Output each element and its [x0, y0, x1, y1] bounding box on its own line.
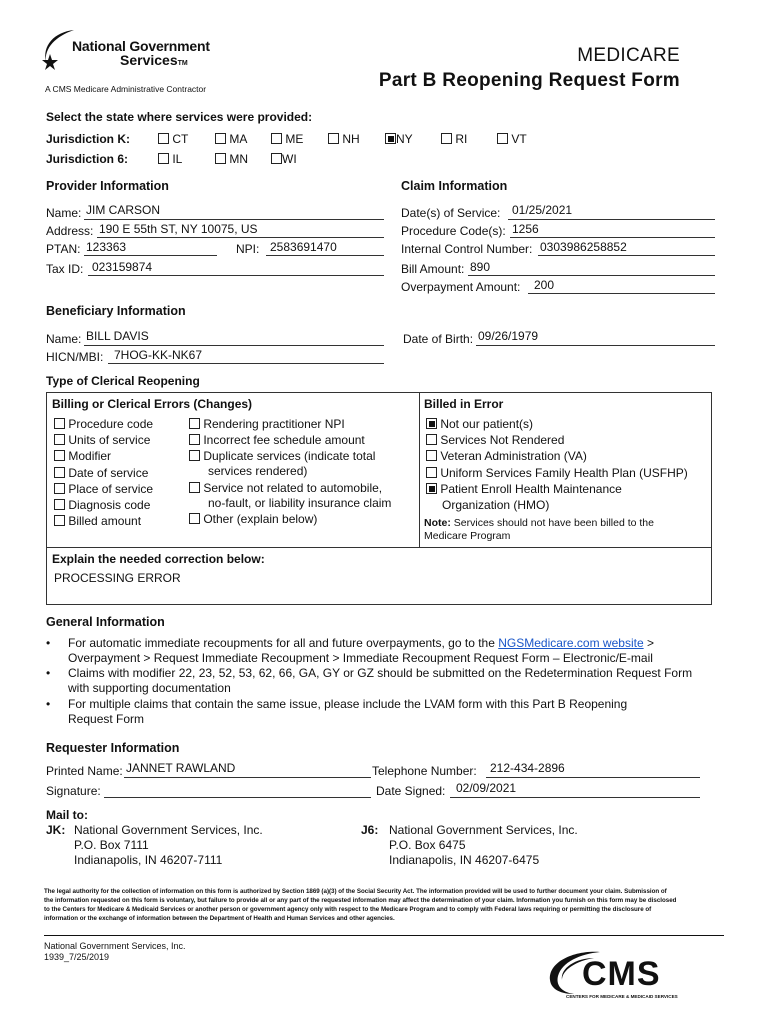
dos-label: Date(s) of Service:: [401, 206, 501, 220]
general-bullet-3-cont: Request Form: [68, 712, 145, 726]
taxid-label: Tax ID:: [46, 262, 84, 276]
bullet-icon: •: [46, 636, 51, 650]
date-signed-field[interactable]: 02/09/2021: [456, 781, 517, 795]
checkbox[interactable]: [54, 418, 65, 429]
state-me[interactable]: ME: [271, 132, 303, 146]
legal-line: The legal authority for the collection of information on this form is authorized by Section 1869 (a)(3) of the Social Security Act. The information provided will be used to further document your claim. Submission of: [44, 888, 667, 895]
checkbox[interactable]: [328, 133, 339, 144]
checkbox[interactable]: [189, 418, 200, 429]
state-mn[interactable]: MN: [215, 152, 248, 166]
legal-line: to the Centers for Medicare & Medicaid Services or another person or government agency only with respect to the Medicare Program and to comply with Federal laws requiring or permitting the disclosure of: [44, 906, 652, 913]
beneficiary-heading: Beneficiary Information: [46, 304, 186, 318]
provider-address-field[interactable]: 190 E 55th ST, NY 10075, US: [99, 222, 258, 236]
proc-field[interactable]: 1256: [512, 222, 539, 236]
program-name: MEDICARE: [577, 45, 680, 66]
ptan-field[interactable]: 123363: [86, 240, 127, 254]
general-bullet-1-cont: Overpayment > Request Immediate Recoupment > Immediate Recoupment Request Form – Electronic/E-mail: [68, 651, 653, 665]
checkbox[interactable]: [271, 133, 282, 144]
telephone-label: Telephone Number:: [372, 764, 477, 778]
checkbox-checked[interactable]: [426, 483, 437, 494]
checkbox[interactable]: [426, 450, 437, 461]
opt-modifier[interactable]: Modifier: [54, 449, 111, 463]
opt-rendering-npi[interactable]: Rendering practitioner NPI: [189, 417, 345, 431]
opt-billed-amount[interactable]: Billed amount: [54, 514, 141, 528]
bene-name-label: Name:: [46, 332, 82, 346]
checkbox[interactable]: [189, 482, 200, 493]
logo-text: ServicesTM: [120, 52, 188, 68]
tagline: A CMS Medicare Administrative Contractor: [45, 84, 207, 94]
checkbox[interactable]: [54, 499, 65, 510]
j6-address-line: P.O. Box 6475: [389, 838, 466, 852]
footer-code: 1939_7/25/2019: [44, 952, 110, 962]
explain-heading: Explain the needed correction below:: [52, 552, 265, 566]
opt-units-of-service[interactable]: Units of service: [54, 433, 150, 447]
general-bullet-3: For multiple claims that contain the same issue, please include the LVAM form with this Part B Reopening: [68, 697, 628, 711]
overpay-field[interactable]: 200: [534, 278, 555, 292]
opt-not-automobile[interactable]: Service not related to automobile,: [189, 481, 382, 495]
proc-label: Procedure Code(s):: [401, 224, 506, 238]
jk-address-line: Indianapolis, IN 46207-7111: [74, 853, 223, 867]
footer-org: National Government Services, Inc.: [44, 941, 186, 951]
opt-hmo-cont: Organization (HMO): [442, 498, 550, 512]
jk-label: JK:: [46, 823, 66, 837]
state-il[interactable]: IL: [158, 152, 182, 166]
taxid-field[interactable]: 023159874: [92, 260, 153, 274]
jk-address-line: P.O. Box 7111: [74, 838, 149, 852]
bullet-icon: •: [46, 697, 51, 711]
mail-heading: Mail to:: [46, 808, 88, 822]
checkbox[interactable]: [426, 434, 437, 445]
opt-not-our-patient[interactable]: Not our patient(s): [426, 417, 533, 431]
table-divider: [46, 547, 712, 548]
opt-date-of-service[interactable]: Date of service: [54, 466, 148, 480]
general-bullet-2: Claims with modifier 22, 23, 52, 53, 62, 66, GA, GY or GZ should be submitted on the Redetermination Request Form: [68, 666, 693, 680]
bill-field[interactable]: 890: [470, 260, 491, 274]
state-ri[interactable]: RI: [441, 132, 467, 146]
opt-va[interactable]: Veteran Administration (VA): [426, 449, 587, 463]
logo-text: National Government: [72, 38, 210, 54]
ptan-label: PTAN:: [46, 242, 81, 256]
overpay-label: Overpayment Amount:: [401, 280, 521, 294]
state-ny[interactable]: NY: [385, 132, 413, 146]
footer-divider: [44, 935, 724, 936]
checkbox[interactable]: [441, 133, 452, 144]
npi-label: NPI:: [236, 242, 260, 256]
signature-label: Signature:: [46, 784, 101, 798]
ngsmedicare-link[interactable]: NGSMedicare.com website: [498, 636, 644, 650]
checkbox[interactable]: [54, 434, 65, 445]
icn-label: Internal Control Number:: [401, 242, 533, 256]
dob-label: Date of Birth:: [403, 332, 474, 346]
state-ct[interactable]: CT: [158, 132, 188, 146]
j6-label: J6:: [361, 823, 379, 837]
requester-heading: Requester Information: [46, 741, 180, 755]
legal-line: the information requested on this form is voluntary, but failure to provide all or any part of the requested information may affect the determination of your claim. Information you furnish on this form may be disclosed: [44, 897, 677, 904]
checkbox[interactable]: [54, 467, 65, 478]
opt-hmo[interactable]: Patient Enroll Health Maintenance: [426, 482, 622, 496]
checkbox[interactable]: [426, 467, 437, 478]
checkbox[interactable]: [215, 133, 226, 144]
form-title: Part B Reopening Request Form: [378, 70, 680, 91]
state-wi[interactable]: WI: [271, 152, 297, 166]
checkbox[interactable]: [158, 153, 169, 164]
general-bullet-1: For automatic immediate recoupments for all and future overpayments, go to the NGSMedicare.com website >: [68, 636, 654, 650]
checkbox[interactable]: [54, 515, 65, 526]
j6-address-line: Indianapolis, IN 46207-6475: [389, 853, 540, 867]
opt-duplicate-services-cont: services rendered): [208, 464, 308, 478]
checkbox[interactable]: [189, 434, 200, 445]
cms-logo-text: CMS: [582, 955, 661, 993]
checkbox[interactable]: [158, 133, 169, 144]
hicn-label: HICN/MBI:: [46, 350, 104, 364]
jurisdiction-k-label: Jurisdiction K:: [46, 132, 131, 146]
cms-logo-subtext: CENTERS FOR MEDICARE & MEDICAID SERVICES: [566, 994, 678, 999]
provider-name-label: Name:: [46, 206, 82, 220]
opt-usfhp[interactable]: Uniform Services Family Health Plan (USFHP): [426, 466, 688, 480]
billed-in-error-heading: Billed in Error: [424, 397, 504, 411]
printed-name-field[interactable]: JANNET RAWLAND: [126, 761, 236, 775]
dob-field[interactable]: 09/26/1979: [478, 329, 539, 343]
opt-other[interactable]: Other (explain below): [189, 512, 317, 526]
provider-name-field[interactable]: JIM CARSON: [86, 203, 161, 217]
provider-heading: Provider Information: [46, 179, 169, 193]
checkbox[interactable]: [189, 450, 200, 461]
checkbox[interactable]: [54, 450, 65, 461]
signature-field[interactable]: [104, 797, 371, 798]
opt-not-automobile-cont: no-fault, or liability insurance claim: [208, 496, 392, 510]
billing-errors-heading: Billing or Clerical Errors (Changes): [52, 397, 253, 411]
billed-error-note-cont: Medicare Program: [424, 530, 511, 542]
printed-name-label: Printed Name:: [46, 764, 123, 778]
reopening-heading: Type of Clerical Reopening: [46, 374, 200, 388]
state-vt[interactable]: VT: [497, 132, 527, 146]
opt-duplicate-services[interactable]: Duplicate services (indicate total: [189, 449, 375, 463]
general-bullet-2-cont: with supporting documentation: [68, 681, 231, 695]
opt-diagnosis-code[interactable]: Diagnosis code: [54, 498, 150, 512]
state-ma[interactable]: MA: [215, 132, 247, 146]
jk-address-line: National Government Services, Inc.: [74, 823, 263, 837]
state-nh[interactable]: NH: [328, 132, 360, 146]
provider-address-label: Address:: [46, 224, 94, 238]
checkbox[interactable]: [215, 153, 226, 164]
jurisdiction-6-label: Jurisdiction 6:: [46, 152, 129, 166]
dos-field[interactable]: 01/25/2021: [512, 203, 573, 217]
date-signed-label: Date Signed:: [376, 784, 446, 798]
bullet-icon: •: [46, 666, 51, 680]
checkbox-checked[interactable]: [385, 133, 396, 144]
general-heading: General Information: [46, 615, 165, 629]
bene-name-field[interactable]: BILL DAVIS: [86, 329, 149, 343]
jurisdiction-prompt: Select the state where services were provided:: [46, 110, 313, 124]
opt-not-rendered[interactable]: Services Not Rendered: [426, 433, 564, 447]
opt-procedure-code[interactable]: Procedure code: [54, 417, 153, 431]
table-divider: [419, 392, 420, 547]
billed-error-note: Note: Services should not have been billed to the: [424, 517, 654, 529]
checkbox[interactable]: [271, 153, 282, 164]
bill-label: Bill Amount:: [401, 262, 465, 276]
telephone-field[interactable]: 212-434-2896: [490, 761, 565, 775]
checkbox[interactable]: [189, 513, 200, 524]
opt-place-of-service[interactable]: Place of service: [54, 482, 153, 496]
explain-field[interactable]: PROCESSING ERROR: [54, 571, 181, 585]
j6-address-line: National Government Services, Inc.: [389, 823, 578, 837]
npi-field[interactable]: 2583691470: [270, 240, 337, 254]
legal-line: information or the exchange of information between the Department of Health and Human Services and other agencies.: [44, 915, 395, 922]
checkbox[interactable]: [54, 483, 65, 494]
claim-heading: Claim Information: [401, 179, 508, 193]
hicn-field[interactable]: 7HOG-KK-NK67: [114, 348, 203, 362]
opt-incorrect-fee[interactable]: Incorrect fee schedule amount: [189, 433, 365, 447]
checkbox[interactable]: [497, 133, 508, 144]
icn-field[interactable]: 0303986258852: [540, 240, 627, 254]
checkbox-checked[interactable]: [426, 418, 437, 429]
